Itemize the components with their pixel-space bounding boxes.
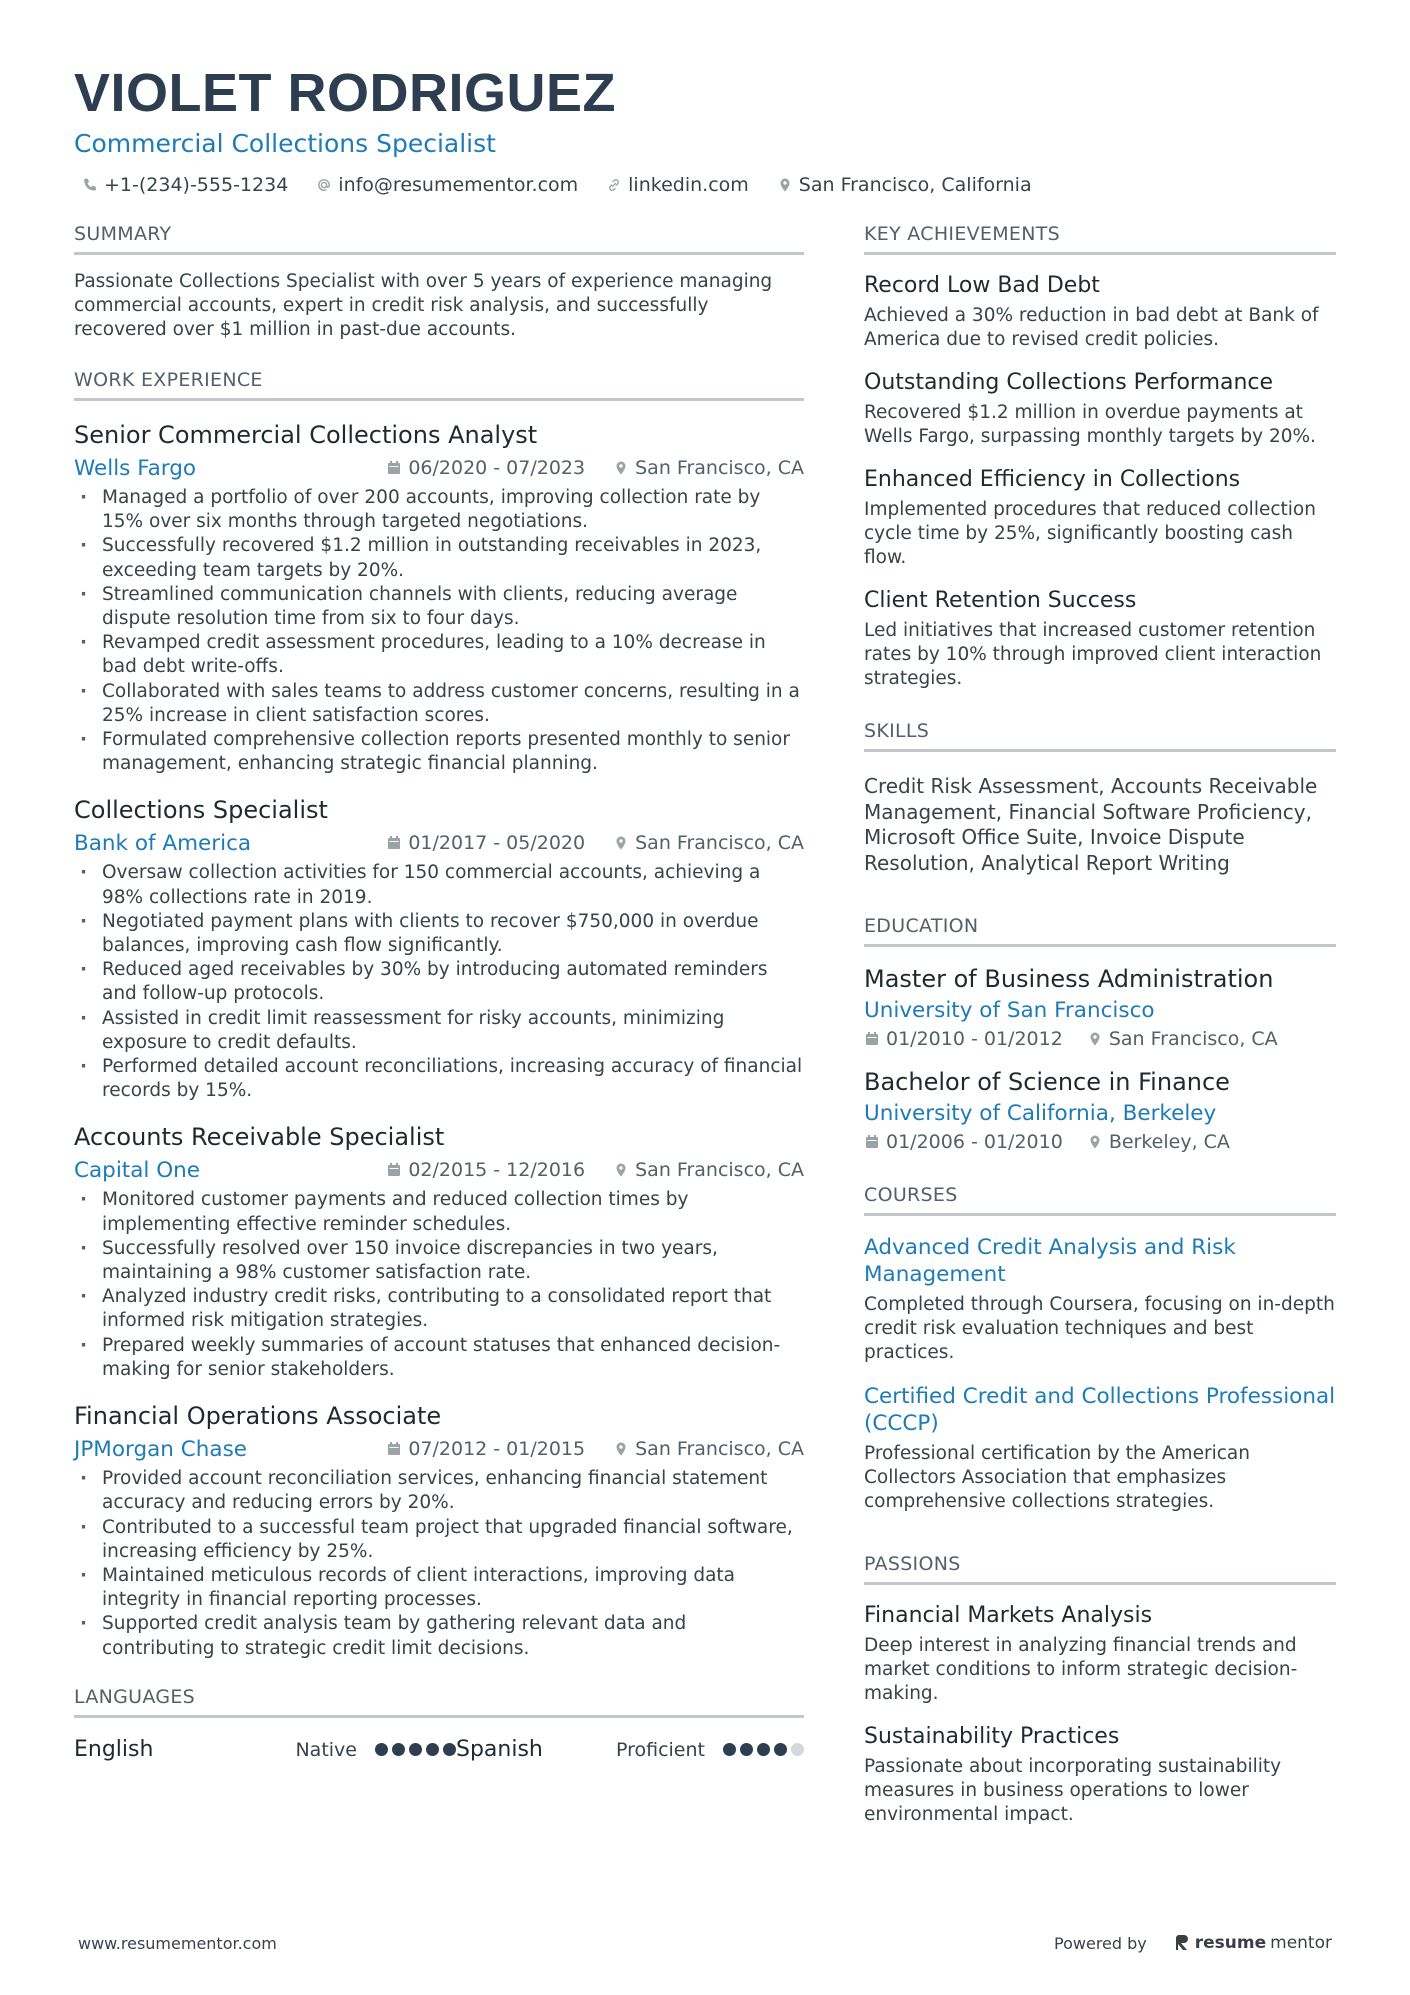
language-rating	[723, 1743, 804, 1756]
passion-item	[864, 1601, 1336, 1706]
contact-linkedin[interactable]	[606, 174, 749, 196]
achievement-item	[864, 271, 1336, 352]
education-location	[1087, 1131, 1230, 1153]
company-name: Capital One	[74, 1157, 200, 1183]
achievements-section	[864, 222, 1336, 691]
calendar-icon	[386, 460, 402, 476]
summary-text: Passionate Collections Specialist with over 5 years of experience managing commercial accounts, expert in credit risk analysis, and successfully recovered over $1 million in past-due accounts.	[74, 271, 773, 340]
contact-bar	[74, 174, 1336, 196]
achievement-title: Record Low Bad Debt	[864, 273, 1100, 298]
passion-title: Financial Markets Analysis	[864, 1603, 1153, 1628]
job-bullet: · Reduced aged receivables by 30% by introducing automated reminders and follow-up protocols.	[74, 958, 804, 1006]
location-icon	[777, 177, 793, 193]
job-entry	[74, 794, 804, 1103]
job-meta	[74, 454, 804, 482]
company-name: Bank of America	[74, 830, 252, 856]
achievement-item	[864, 586, 1336, 691]
education-item	[864, 963, 1336, 1050]
courses-heading: COURSES	[864, 1183, 1336, 1216]
job-bullets	[74, 486, 804, 776]
rating-dot-filled	[723, 1743, 736, 1756]
job-title: Senior Commercial Collections Analyst	[74, 421, 538, 449]
job-bullet: · Analyzed industry credit risks, contributing to a consolidated report that informed risk mitigation strategies.	[74, 1285, 804, 1333]
passions-section	[864, 1552, 1336, 1827]
location-icon	[613, 1162, 629, 1178]
rating-dot-filled	[740, 1743, 753, 1756]
job-location-text: San Francisco, CA	[635, 457, 804, 479]
job-bullet: · Supported credit analysis team by gathering relevant data and contributing to strategic credit limit decisions.	[74, 1612, 804, 1660]
languages-heading: LANGUAGES	[74, 1685, 804, 1718]
contact-email-text: info@resumementor.com	[338, 174, 579, 196]
education-location-text: San Francisco, CA	[1108, 1028, 1278, 1050]
brand-name-light: mentor	[1270, 1933, 1332, 1953]
job-location-text: San Francisco, CA	[635, 1159, 804, 1182]
language-item	[74, 1737, 456, 1762]
job-bullet: · Oversaw collection activities for 150 commercial accounts, achieving a 98% collections rate in 2019.	[74, 861, 804, 909]
language-level: Native	[295, 1738, 357, 1761]
job-bullet: · Prepared weekly summaries of account statuses that enhanced decision-making for senior stakeholders.	[74, 1334, 804, 1382]
phone-icon	[82, 177, 98, 193]
job-bullet: · Collaborated with sales teams to address customer concerns, resulting in a 25% increase in client satisfaction scores.	[74, 680, 804, 728]
achievement-title: Enhanced Efficiency in Collections	[864, 467, 1241, 492]
education-location-text: Berkeley, CA	[1108, 1131, 1230, 1153]
contact-phone-text: +1-(234)-555-1234	[104, 174, 289, 196]
job-bullet: · Successfully resolved over 150 invoice discrepancies in two years, maintaining a 98% customer satisfaction rate.	[74, 1237, 804, 1285]
job-dates-text: 06/2020 - 07/2023	[408, 457, 586, 479]
course-item	[864, 1383, 1336, 1514]
languages-section	[74, 1685, 804, 1766]
achievement-desc: Implemented procedures that reduced collection cycle time by 25%, significantly boosting cash flow.	[864, 499, 1316, 568]
job-location	[613, 832, 804, 854]
job-location	[613, 1159, 804, 1181]
summary-heading: SUMMARY	[74, 222, 804, 255]
job-dates	[386, 1438, 585, 1460]
job-title: Accounts Receivable Specialist	[74, 1123, 445, 1152]
contact-email[interactable]	[316, 174, 578, 196]
page-footer	[78, 1933, 1332, 1953]
job-bullet: · Streamlined communication channels with clients, reducing average dispute resolution time from six to four days.	[74, 583, 804, 631]
language-name: English	[74, 1737, 154, 1763]
achievements-heading: KEY ACHIEVEMENTS	[864, 222, 1336, 255]
job-dates	[386, 832, 585, 854]
skills-text: Credit Risk Assessment, Accounts Receivable Management, Financial Software Proficiency, Microsoft Office Suite, Invoice Dispute Resolution, Analytical Report Writing	[864, 774, 1318, 875]
education-meta	[864, 1131, 1336, 1153]
achievement-desc: Achieved a 30% reduction in bad debt at Bank of America due to revised credit policies.	[864, 305, 1319, 350]
contact-location-text: San Francisco, California	[798, 174, 1032, 196]
contact-linkedin-text: linkedin.com	[628, 174, 749, 196]
rating-dot-filled	[443, 1743, 456, 1756]
education-dates-text: 01/2010 - 01/2012	[886, 1028, 1063, 1050]
education-location	[1087, 1028, 1278, 1050]
achievement-item	[864, 465, 1336, 570]
education-dates	[864, 1028, 1063, 1050]
job-bullet: · Maintained meticulous records of client interactions, improving data integrity in financial reporting processes.	[74, 1564, 804, 1612]
job-dates-text: 07/2012 - 01/2015	[408, 1438, 586, 1461]
company-name: JPMorgan Chase	[74, 1436, 247, 1462]
candidate-name: VIOLET RODRIGUEZ	[74, 63, 617, 123]
calendar-icon	[386, 1441, 402, 1457]
rating-dot-empty	[791, 1743, 804, 1756]
course-title: Advanced Credit Analysis and Risk Management	[864, 1235, 1236, 1287]
resume-header	[74, 60, 1336, 196]
skills-section	[864, 719, 1336, 876]
job-bullets	[74, 861, 804, 1103]
skills-heading: SKILLS	[864, 719, 1336, 752]
rating-dot-filled	[392, 1743, 405, 1756]
rating-dot-filled	[774, 1743, 787, 1756]
job-entry	[74, 1400, 804, 1661]
job-dates-text: 01/2017 - 05/2020	[408, 832, 586, 855]
job-dates	[386, 1159, 585, 1181]
passion-desc: Passionate about incorporating sustainability measures in business operations to lower environmental impact.	[864, 1756, 1282, 1825]
education-school: University of San Francisco	[864, 998, 1155, 1023]
contact-phone[interactable]	[82, 174, 288, 196]
education-dates	[864, 1131, 1063, 1153]
at-icon	[316, 177, 332, 193]
education-section	[864, 914, 1336, 1153]
rating-dot-filled	[757, 1743, 770, 1756]
contact-location	[777, 174, 1032, 196]
job-bullet: · Formulated comprehensive collection reports presented monthly to senior management, enhancing strategic financial planning.	[74, 728, 804, 776]
job-bullet: · Managed a portfolio of over 200 accounts, improving collection rate by 15% over six months through targeted negotiations.	[74, 486, 804, 534]
achievement-title: Client Retention Success	[864, 588, 1137, 613]
job-location	[613, 457, 804, 479]
job-meta	[74, 829, 804, 857]
job-bullet: · Assisted in credit limit reassessment for risky accounts, minimizing exposure to credit defaults.	[74, 1007, 804, 1055]
passion-desc: Deep interest in analyzing financial trends and market conditions to inform strategic decision-making.	[864, 1635, 1298, 1704]
rating-dot-filled	[426, 1743, 439, 1756]
right-column	[864, 222, 1336, 1853]
course-title: Certified Credit and Collections Professional (CCCP)	[864, 1384, 1336, 1436]
course-item	[864, 1234, 1336, 1365]
powered-by	[1054, 1933, 1332, 1953]
language-name: Spanish	[456, 1737, 543, 1763]
link-icon	[606, 177, 622, 193]
education-degree: Master of Business Administration	[864, 965, 1274, 993]
rating-dot-filled	[409, 1743, 422, 1756]
job-bullet: · Performed detailed account reconciliations, increasing accuracy of financial records by 15%.	[74, 1055, 804, 1103]
location-icon	[1087, 1031, 1103, 1047]
course-desc: Completed through Coursera, focusing on in-depth credit risk evaluation techniques and best practices.	[864, 1294, 1335, 1363]
courses-section	[864, 1183, 1336, 1514]
experience-heading: WORK EXPERIENCE	[74, 368, 804, 401]
calendar-icon	[864, 1031, 880, 1047]
education-meta	[864, 1028, 1336, 1050]
achievement-item	[864, 368, 1336, 449]
experience-section	[74, 368, 804, 1661]
job-bullets	[74, 1188, 804, 1382]
language-rating	[375, 1743, 456, 1756]
job-bullets	[74, 1467, 804, 1661]
calendar-icon	[864, 1134, 880, 1150]
brand-logo[interactable]	[1173, 1933, 1332, 1953]
job-location	[613, 1438, 804, 1460]
job-bullet: · Contributed to a successful team project that upgraded financial software, increasing efficiency by 25%.	[74, 1516, 804, 1564]
calendar-icon	[386, 1162, 402, 1178]
passions-heading: PASSIONS	[864, 1552, 1336, 1585]
job-title: Collections Specialist	[74, 796, 328, 825]
job-entry	[74, 419, 804, 776]
job-bullet: · Negotiated payment plans with clients to recover $750,000 in overdue balances, improving cash flow significantly.	[74, 910, 804, 958]
job-location-text: San Francisco, CA	[635, 832, 804, 855]
languages-row	[74, 1734, 804, 1766]
job-dates-text: 02/2015 - 12/2016	[408, 1159, 586, 1182]
job-bullet: · Provided account reconciliation services, enhancing financial statement accuracy and reducing errors by 20%.	[74, 1467, 804, 1515]
left-column	[74, 222, 804, 1853]
job-dates	[386, 457, 585, 479]
job-bullet: · Monitored customer payments and reduced collection times by implementing effective reminder schedules.	[74, 1188, 804, 1236]
achievement-desc: Recovered $1.2 million in overdue payments at Wells Fargo, surpassing monthly targets by 20%.	[864, 402, 1316, 447]
location-icon	[1087, 1134, 1103, 1150]
summary-section	[74, 222, 804, 342]
passion-item	[864, 1722, 1336, 1827]
job-bullet: · Successfully recovered $1.2 million in outstanding receivables in 2023, exceeding team targets by 20%.	[74, 534, 804, 582]
content-columns	[74, 222, 1336, 1853]
job-meta	[74, 1156, 804, 1184]
job-title: Financial Operations Associate	[74, 1402, 442, 1431]
language-item	[456, 1737, 804, 1762]
location-icon	[613, 1441, 629, 1457]
brand-mark-icon	[1173, 1934, 1191, 1952]
candidate-headline: Commercial Collections Specialist	[74, 129, 496, 158]
rating-dot-filled	[375, 1743, 388, 1756]
job-meta	[74, 1435, 804, 1463]
job-location-text: San Francisco, CA	[635, 1438, 804, 1461]
course-desc: Professional certification by the American Collectors Association that emphasizes comprehensive collections strategies.	[864, 1443, 1250, 1512]
achievement-title: Outstanding Collections Performance	[864, 370, 1274, 395]
footer-url[interactable]: www.resumementor.com	[78, 1933, 277, 1953]
company-name: Wells Fargo	[74, 455, 197, 481]
passion-title: Sustainability Practices	[864, 1724, 1120, 1749]
job-entry	[74, 1121, 804, 1382]
location-icon	[613, 460, 629, 476]
education-school: University of California, Berkeley	[864, 1101, 1217, 1126]
brand-name-bold: resume	[1194, 1933, 1267, 1953]
powered-by-label: Powered by	[1054, 1933, 1147, 1953]
education-heading: EDUCATION	[864, 914, 1336, 947]
education-item	[864, 1066, 1336, 1153]
calendar-icon	[386, 835, 402, 851]
location-icon	[613, 835, 629, 851]
education-dates-text: 01/2006 - 01/2010	[886, 1131, 1063, 1153]
education-degree: Bachelor of Science in Finance	[864, 1068, 1230, 1096]
achievement-desc: Led initiatives that increased customer retention rates by 10% through improved client interaction strategies.	[864, 620, 1322, 689]
language-level: Proficient	[615, 1738, 705, 1761]
job-bullet: · Revamped credit assessment procedures, leading to a 10% decrease in bad debt write-offs.	[74, 631, 804, 679]
